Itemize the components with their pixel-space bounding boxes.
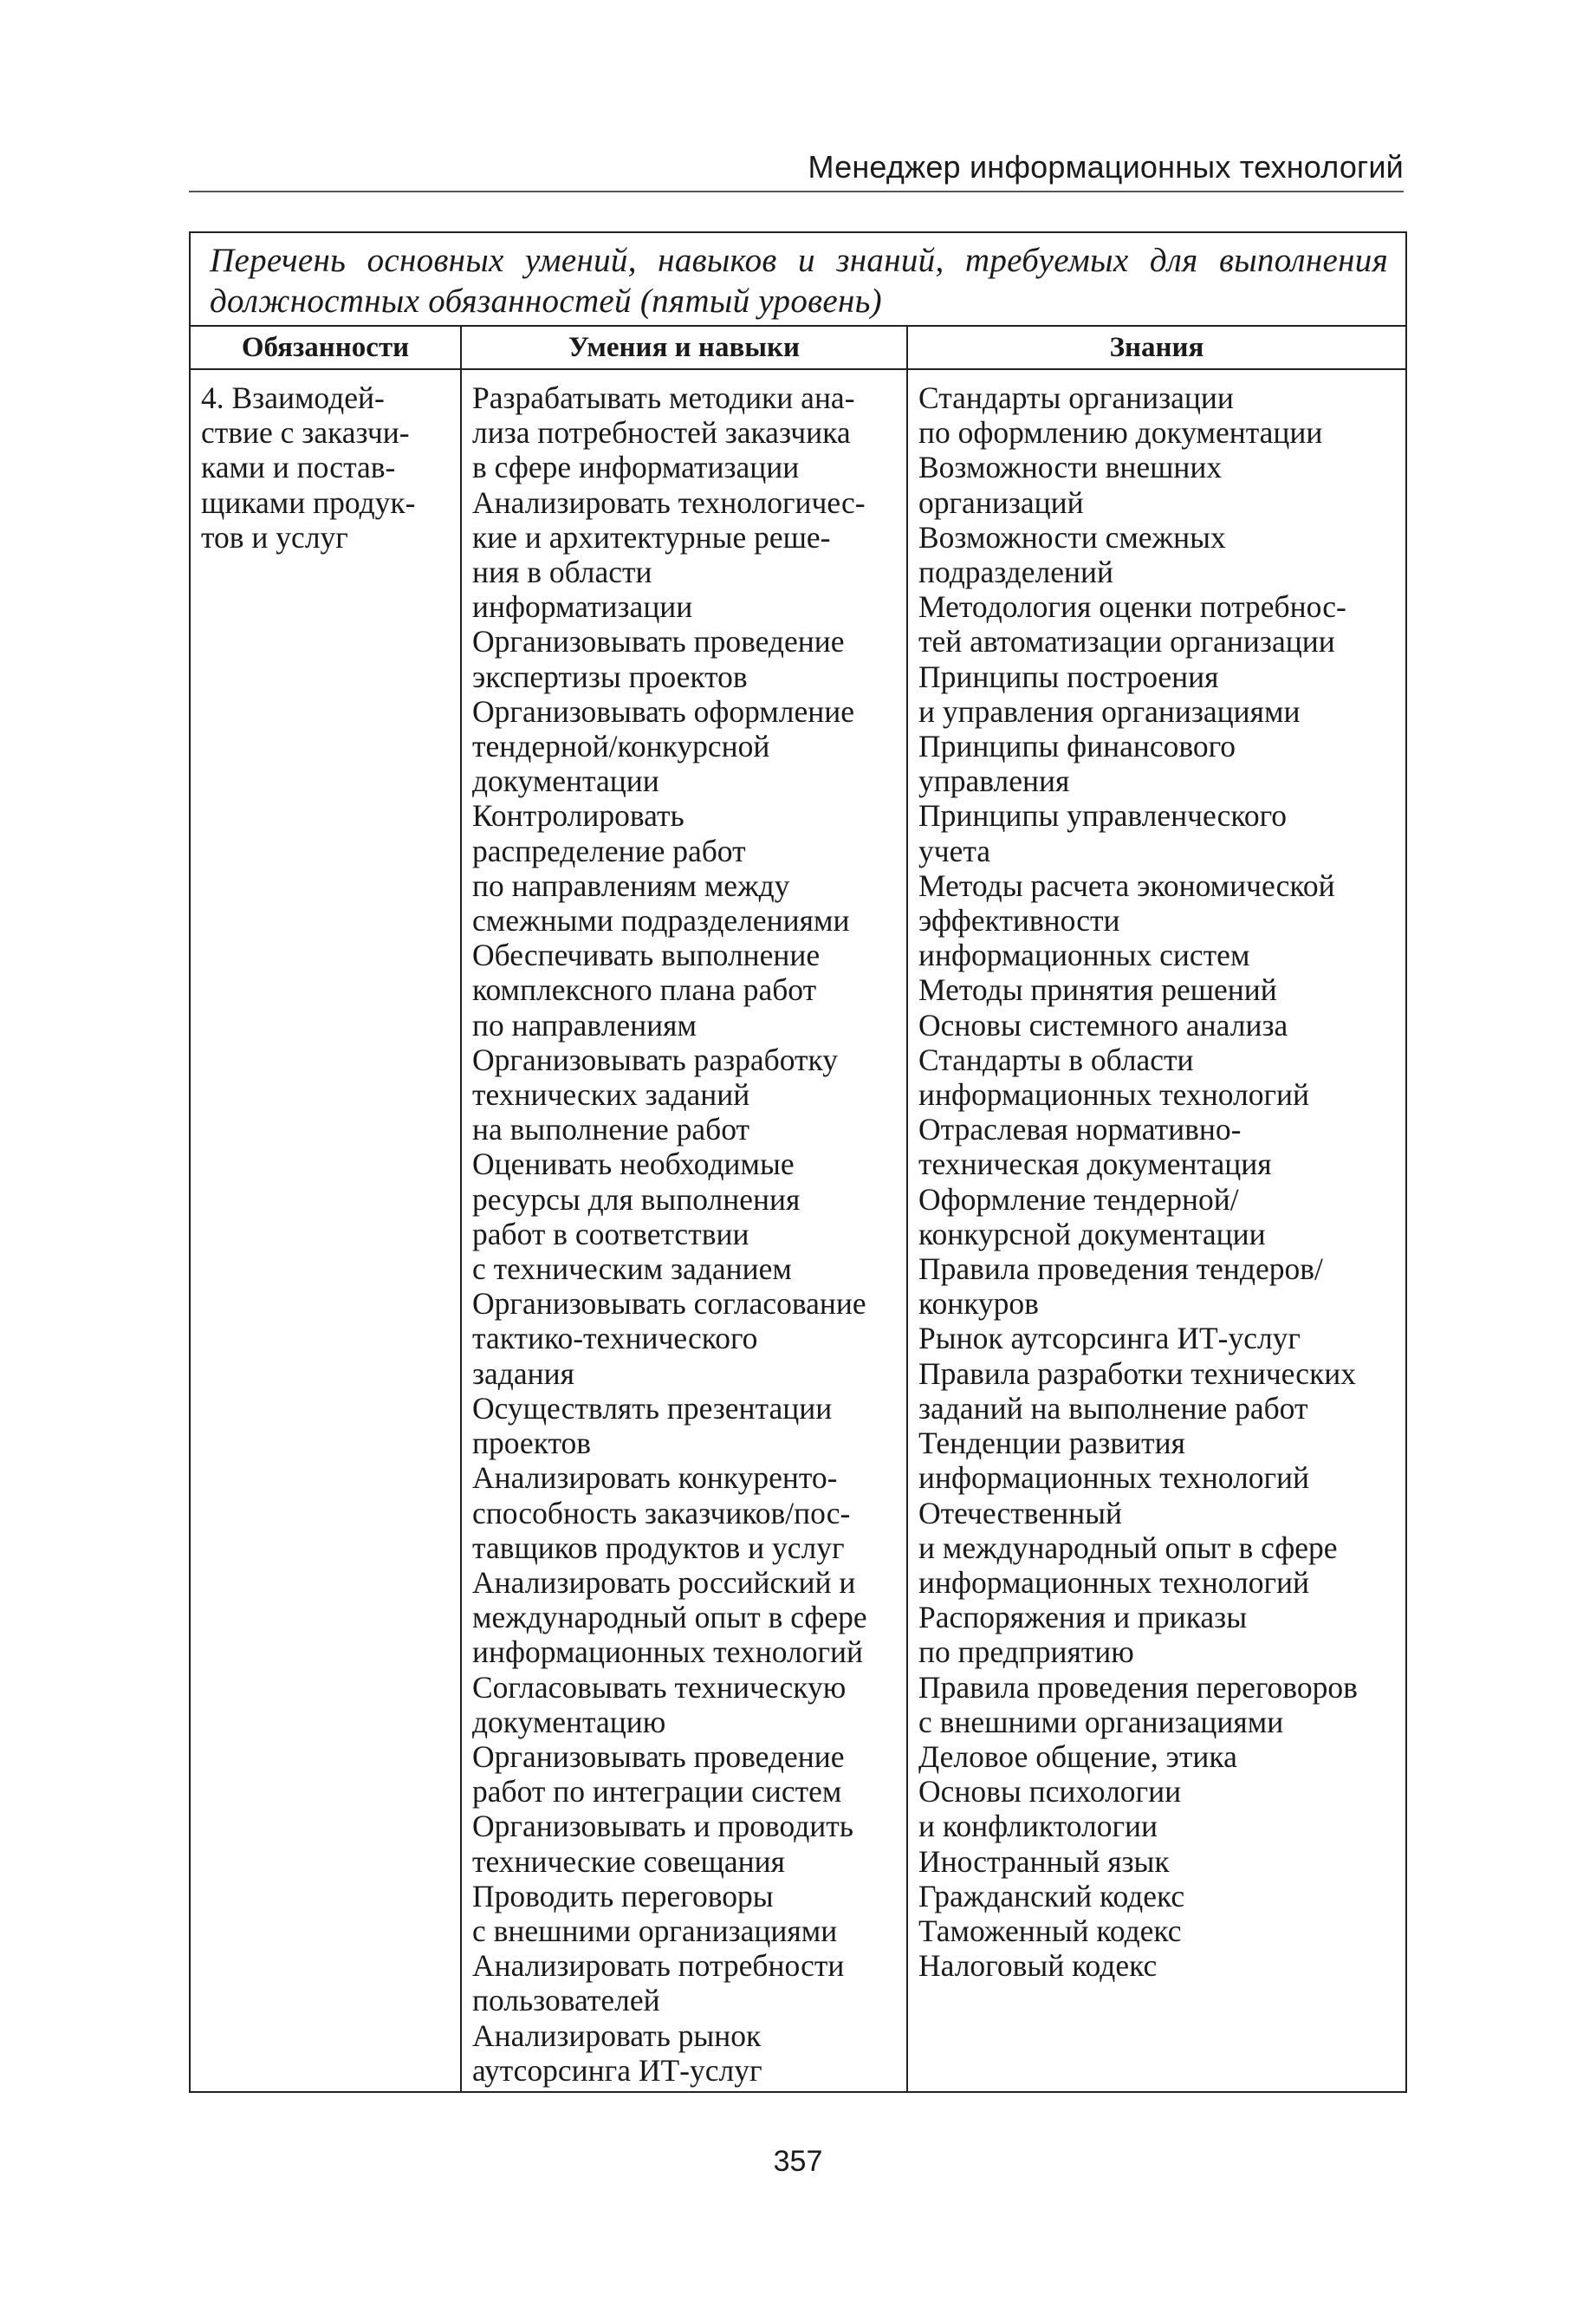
cell-line: эффективности bbox=[918, 903, 1120, 939]
cell-line: с внешними организациями bbox=[918, 1704, 1284, 1739]
cell-line: комплексного плана работ bbox=[472, 972, 817, 1008]
cell-line: и управления организациями bbox=[918, 693, 1301, 729]
cell-line: с техническим заданием bbox=[472, 1251, 792, 1287]
cell-line: Анализировать рынок bbox=[472, 2017, 762, 2053]
caption-line: должностных обязанностей (пятый уровень) bbox=[210, 283, 882, 320]
cell-line: ками и постав- bbox=[201, 450, 396, 485]
cell-line: информационных систем bbox=[918, 938, 1250, 973]
cell-line: Отечественный bbox=[918, 1495, 1122, 1530]
cell-line: на выполнение работ bbox=[472, 1112, 749, 1147]
cell-line: тавщиков продуктов и услуг bbox=[472, 1530, 845, 1565]
cell-line: Организовывать разработку bbox=[472, 1042, 838, 1077]
cell-line: Рынок аутсорсинга ИТ-услуг bbox=[918, 1321, 1301, 1356]
caption-line: Перечень основных умений, навыков и знаний, требуемых для выполнения bbox=[210, 242, 1389, 279]
header-duties: Обязанности bbox=[190, 326, 461, 369]
cell-line: Организовывать и проводить bbox=[472, 1809, 853, 1844]
cell-line: Основы психологии bbox=[918, 1774, 1182, 1809]
running-head: Менеджер информационных технологий bbox=[808, 149, 1404, 185]
cell-line: работ в соответствии bbox=[472, 1216, 749, 1251]
cell-line: информатизации bbox=[472, 589, 693, 625]
cell-line: информационных технологий bbox=[918, 1564, 1310, 1600]
cell-line: Методы принятия решений bbox=[918, 972, 1277, 1008]
cell-line: Принципы построения bbox=[918, 659, 1219, 694]
cell-line: и международный опыт в сфере bbox=[918, 1530, 1338, 1565]
cell-line: Анализировать технологичес- bbox=[472, 484, 866, 520]
cell-line: тактико-технического bbox=[472, 1321, 758, 1356]
cell-line: Правила проведения тендеров/ bbox=[918, 1251, 1323, 1287]
cell-line: задания bbox=[472, 1355, 574, 1391]
cell-line: лиза потребностей заказчика bbox=[472, 415, 851, 451]
cell-line: Тенденции развития bbox=[918, 1426, 1185, 1461]
knowledge-cell bbox=[907, 369, 1406, 2092]
cell-line: тей автоматизации организации bbox=[918, 624, 1335, 659]
cell-line: Распоряжения и приказы bbox=[918, 1600, 1248, 1635]
competency-table-wrapper bbox=[189, 231, 1405, 2093]
cell-line: Возможности смежных bbox=[918, 519, 1226, 555]
cell-line: Анализировать конкуренто- bbox=[472, 1460, 838, 1496]
cell-line: Стандарты организации bbox=[918, 380, 1234, 415]
cell-line: Налоговый кодекс bbox=[918, 1948, 1158, 1984]
cell-line: конкурсной документации bbox=[918, 1216, 1266, 1251]
cell-line: 4. Взаимодей- bbox=[201, 380, 385, 415]
header-knowledge: Знания bbox=[907, 326, 1406, 369]
cell-line: Согласовывать техническую bbox=[472, 1669, 847, 1705]
cell-line: Разрабатывать методики ана- bbox=[472, 380, 855, 415]
cell-line: ресурсы для выполнения bbox=[472, 1181, 801, 1217]
cell-line: Проводить переговоры bbox=[472, 1878, 774, 1913]
cell-line: конкуров bbox=[918, 1286, 1039, 1322]
cell-line: ния в области bbox=[472, 555, 652, 590]
cell-line: по предприятию bbox=[918, 1634, 1134, 1670]
cell-line: в сфере информатизации bbox=[472, 450, 800, 485]
cell-line: Гражданский кодекс bbox=[918, 1878, 1185, 1913]
cell-line: ствие с заказчи- bbox=[201, 415, 410, 451]
skills-cell bbox=[461, 369, 907, 2092]
cell-line: технических заданий bbox=[472, 1077, 750, 1113]
cell-line: международный опыт в сфере bbox=[472, 1600, 867, 1635]
cell-line: Контролировать bbox=[472, 798, 684, 834]
cell-line: Организовывать проведение bbox=[472, 624, 845, 659]
header-skills: Умения и навыки bbox=[461, 326, 907, 369]
cell-line: тов и услуг bbox=[201, 519, 348, 555]
page-number: 357 bbox=[773, 2145, 823, 2178]
cell-line: Возможности внешних bbox=[918, 450, 1223, 485]
cell-line: Обеспечивать выполнение bbox=[472, 938, 821, 973]
cell-line: техническая документация bbox=[918, 1147, 1272, 1182]
cell-line: документацию bbox=[472, 1704, 666, 1739]
cell-line: Основы системного анализа bbox=[918, 1007, 1288, 1043]
cell-line: подразделений bbox=[918, 555, 1113, 590]
cell-line: Правила проведения переговоров bbox=[918, 1669, 1358, 1705]
cell-line: кие и архитектурные реше- bbox=[472, 519, 831, 555]
cell-line: экспертизы проектов bbox=[472, 659, 748, 694]
cell-line: и конфликтологии bbox=[918, 1809, 1158, 1844]
cell-line: Организовывать согласование bbox=[472, 1286, 866, 1322]
cell-line: информационных технологий bbox=[472, 1634, 864, 1670]
cell-line: Стандарты в области bbox=[918, 1042, 1194, 1077]
cell-line: Анализировать российский и bbox=[472, 1564, 856, 1600]
cell-line: управления bbox=[918, 763, 1070, 799]
cell-line: учета bbox=[918, 833, 991, 868]
cell-line: организаций bbox=[918, 484, 1084, 520]
cell-line: Оформление тендерной/ bbox=[918, 1181, 1239, 1217]
duties-cell bbox=[190, 369, 461, 2092]
cell-line: тендерной/конкурсной bbox=[472, 729, 770, 764]
body-row bbox=[190, 369, 1406, 2092]
cell-line: Анализировать потребности bbox=[472, 1948, 845, 1984]
cell-line: Правила разработки технических bbox=[918, 1355, 1357, 1391]
cell-line: Организовывать проведение bbox=[472, 1738, 845, 1774]
cell-line: информационных технологий bbox=[918, 1077, 1310, 1113]
header-row bbox=[190, 326, 1406, 369]
cell-line: информационных технологий bbox=[918, 1460, 1310, 1496]
cell-line: заданий на выполнение работ bbox=[918, 1390, 1308, 1426]
table-caption bbox=[190, 232, 1406, 326]
cell-line: Организовывать оформление bbox=[472, 693, 854, 729]
cell-line: Оценивать необходимые bbox=[472, 1147, 795, 1182]
cell-line: Иностранный язык bbox=[918, 1843, 1170, 1879]
cell-line: Отраслевая нормативно- bbox=[918, 1112, 1242, 1147]
cell-line: по направлениям bbox=[472, 1007, 697, 1043]
cell-line: пользователей bbox=[472, 1983, 660, 2018]
cell-line: Принципы управленческого bbox=[918, 798, 1287, 834]
cell-line: технические совещания bbox=[472, 1843, 785, 1879]
cell-line: аутсорсинга ИТ-услуг bbox=[472, 2052, 762, 2088]
caption-row bbox=[190, 232, 1406, 326]
cell-line: Осуществлять презентации bbox=[472, 1390, 833, 1426]
cell-line: с внешними организациями bbox=[472, 1913, 838, 1948]
cell-line: Таможенный кодекс bbox=[918, 1913, 1182, 1948]
cell-line: проектов bbox=[472, 1426, 592, 1461]
cell-line: Принципы финансового bbox=[918, 729, 1236, 764]
cell-line: смежными подразделениями bbox=[472, 903, 850, 939]
cell-line: Методология оценки потребнос- bbox=[918, 589, 1346, 625]
competency-table bbox=[189, 231, 1407, 2093]
cell-line: документации bbox=[472, 763, 659, 799]
cell-line: по направлениям между bbox=[472, 867, 790, 903]
cell-line: Деловое общение, этика bbox=[918, 1738, 1237, 1774]
cell-line: щиками продук- bbox=[201, 484, 416, 520]
header-rule bbox=[189, 191, 1404, 192]
cell-line: работ по интеграции систем bbox=[472, 1774, 842, 1809]
cell-line: по оформлению документации bbox=[918, 415, 1323, 451]
cell-line: Методы расчета экономической bbox=[918, 867, 1335, 903]
cell-line: способность заказчиков/пос- bbox=[472, 1495, 851, 1530]
cell-line: распределение работ bbox=[472, 833, 746, 868]
